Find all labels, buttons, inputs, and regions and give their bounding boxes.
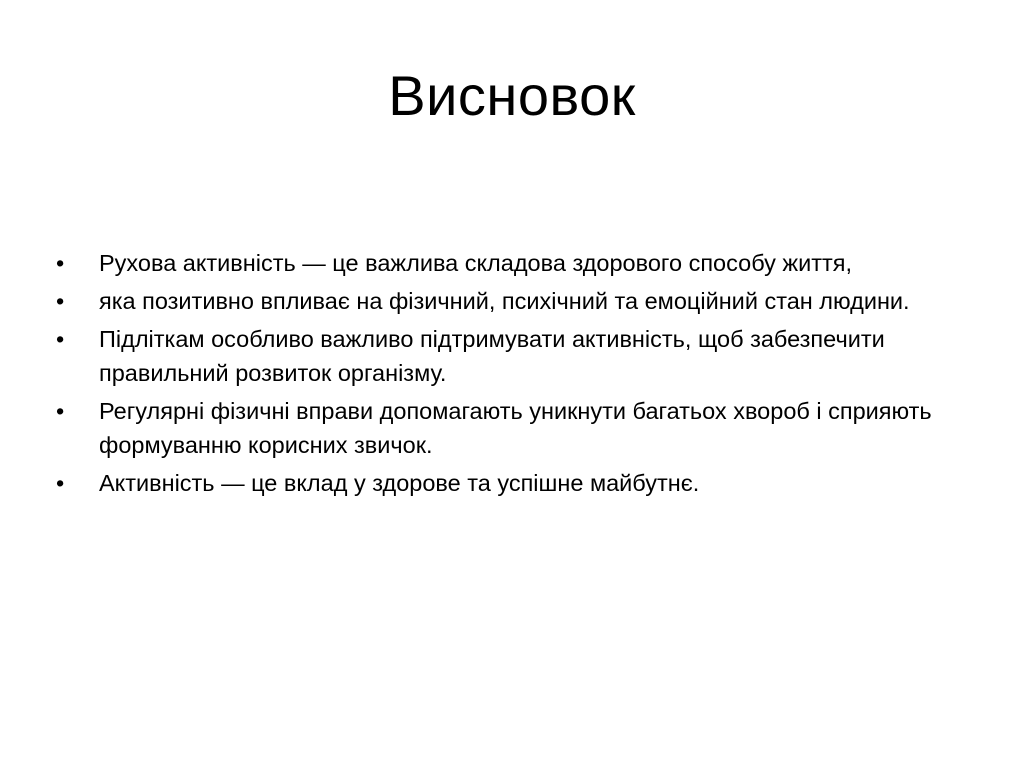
bullet-item — [56, 322, 956, 390]
bullet-dot-icon: • — [56, 288, 65, 314]
bullet-dot-icon: • — [56, 470, 65, 496]
bullet-item — [56, 466, 956, 500]
bullet-text: Рухова активність — це важлива складова здорового способу життя, — [99, 250, 853, 276]
bullet-dot-icon: • — [56, 250, 65, 276]
bullet-item — [56, 394, 956, 462]
bullet-text: Підліткам особливо важливо підтримувати активність, щоб забезпечити правильний розвиток організму. — [99, 326, 885, 386]
slide-title: Висновок — [388, 64, 636, 127]
bullet-text: Активність — це вклад у здорове та успішне майбутнє. — [99, 470, 700, 496]
bullet-item — [56, 284, 956, 318]
bullet-text: яка позитивно впливає на фізичний, психічний та емоційний стан людини. — [99, 288, 910, 314]
bullet-item — [56, 246, 956, 280]
bullet-text: Регулярні фізичні вправи допомагають уникнути багатьох хвороб і сприяють формуванню корисних звичок. — [99, 398, 932, 458]
bullet-dot-icon: • — [56, 326, 65, 352]
bullet-dot-icon: • — [56, 398, 65, 424]
bullet-list — [56, 246, 956, 504]
